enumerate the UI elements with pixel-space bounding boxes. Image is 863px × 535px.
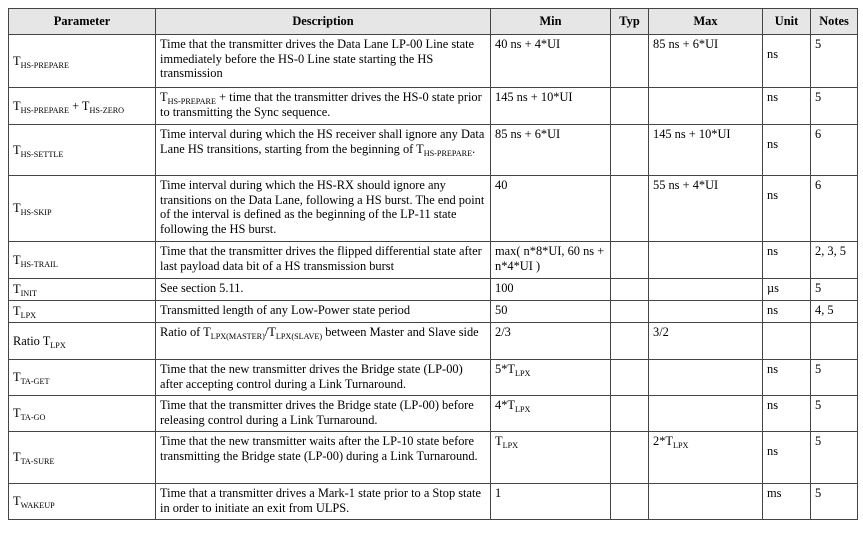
subscript-text: HS-PREPARE bbox=[167, 97, 216, 106]
cell-text: 5*T bbox=[495, 362, 515, 376]
cell-text: T bbox=[13, 406, 21, 421]
cell-text: Time that the new transmitter waits after the LP-10 state before transmitting the Bridge state (LP-00) during a Link Turnaround. bbox=[160, 434, 478, 463]
max-cell bbox=[649, 432, 763, 484]
min-cell bbox=[491, 360, 611, 396]
header-row bbox=[9, 9, 858, 35]
cell-text: . bbox=[472, 141, 476, 156]
min-cell bbox=[491, 396, 611, 432]
table-row bbox=[9, 125, 858, 176]
max-cell bbox=[649, 125, 763, 176]
notes-cell: 6 bbox=[811, 125, 858, 176]
cell-text: T bbox=[495, 434, 503, 448]
cell-text: Time that the transmitter drives the Bridge state (LP-00) before releasing control during a Link Turnaround. bbox=[160, 398, 474, 427]
max-cell bbox=[649, 279, 763, 301]
cell-text: T bbox=[160, 90, 168, 104]
cell-text: 145 ns + 10*UI bbox=[495, 90, 573, 104]
header-parameter: Parameter bbox=[9, 9, 156, 35]
table-row bbox=[9, 484, 858, 520]
max-cell bbox=[649, 242, 763, 279]
description-cell bbox=[156, 176, 491, 242]
unit-cell: µs bbox=[763, 279, 811, 301]
max-cell bbox=[649, 484, 763, 520]
typ-cell bbox=[611, 301, 649, 323]
notes-cell: 5 bbox=[811, 279, 858, 301]
min-cell bbox=[491, 242, 611, 279]
description-cell bbox=[156, 242, 491, 279]
subscript-text: LPX bbox=[20, 311, 37, 321]
parameter-cell bbox=[9, 323, 156, 360]
cell-text: Ratio of T bbox=[160, 325, 211, 339]
cell-text: 55 ns + 4*UI bbox=[653, 178, 719, 192]
max-cell bbox=[649, 35, 763, 88]
description-cell bbox=[156, 279, 491, 301]
typ-cell bbox=[611, 88, 649, 125]
description-cell bbox=[156, 484, 491, 520]
notes-cell: 5 bbox=[811, 396, 858, 432]
header-max: Max bbox=[649, 9, 763, 35]
max-cell bbox=[649, 301, 763, 323]
cell-text: 145 ns + 10*UI bbox=[653, 127, 731, 141]
notes-cell: 2, 3, 5 bbox=[811, 242, 858, 279]
header-description: Description bbox=[156, 9, 491, 35]
parameter-cell bbox=[9, 432, 156, 484]
min-cell bbox=[491, 279, 611, 301]
cell-text: 4*T bbox=[495, 398, 515, 412]
subscript-text: LPX(MASTER) bbox=[210, 332, 265, 341]
min-cell bbox=[491, 176, 611, 242]
cell-text: T bbox=[13, 142, 21, 157]
notes-cell: 6 bbox=[811, 176, 858, 242]
cell-text: Time that the new transmitter drives the Bridge state (LP-00) after accepting control during a Link Turnaround. bbox=[160, 362, 463, 391]
unit-cell bbox=[763, 323, 811, 360]
table-row bbox=[9, 176, 858, 242]
unit-cell: ns bbox=[763, 242, 811, 279]
unit-cell: ns bbox=[763, 396, 811, 432]
max-cell bbox=[649, 396, 763, 432]
cell-text: T bbox=[13, 450, 21, 465]
unit-cell: ns bbox=[763, 125, 811, 176]
timing-parameter-table bbox=[8, 8, 858, 520]
cell-text: T bbox=[13, 282, 21, 297]
table-row bbox=[9, 279, 858, 301]
unit-cell: ns bbox=[763, 432, 811, 484]
cell-text: Transmitted length of any Low-Power state period bbox=[160, 303, 411, 317]
cell-text: 85 ns + 6*UI bbox=[495, 127, 561, 141]
parameter-cell bbox=[9, 301, 156, 323]
parameter-cell bbox=[9, 35, 156, 88]
table-row bbox=[9, 301, 858, 323]
cell-text: Time interval during which the HS receiver shall ignore any Data Lane HS transitions, starting from the beginning of T bbox=[160, 127, 485, 156]
cell-text: Time that the transmitter drives the Data Lane LP-00 Line state immediately before the HS-0 Line state starting the HS transmission bbox=[160, 37, 475, 81]
cell-text: T bbox=[13, 494, 21, 509]
cell-text: T bbox=[13, 370, 21, 385]
cell-text: + time that the transmitter drives the HS-0 state prior to transmitting the Sync sequence. bbox=[160, 90, 482, 119]
subscript-text: WAKEUP bbox=[20, 501, 55, 511]
subscript-text: HS-PREPARE bbox=[20, 60, 69, 70]
parameter-cell bbox=[9, 125, 156, 176]
cell-text: Ratio T bbox=[13, 333, 51, 348]
unit-cell: ns bbox=[763, 35, 811, 88]
subscript-text: LPX bbox=[50, 340, 66, 350]
notes-cell: 5 bbox=[811, 484, 858, 520]
parameter-cell bbox=[9, 396, 156, 432]
description-cell bbox=[156, 35, 491, 88]
cell-text: T bbox=[13, 252, 21, 267]
cell-text: T bbox=[13, 304, 21, 319]
subscript-text: TA-GO bbox=[20, 413, 46, 423]
description-cell bbox=[156, 360, 491, 396]
typ-cell bbox=[611, 360, 649, 396]
table-row bbox=[9, 35, 858, 88]
subscript-text: INIT bbox=[20, 289, 37, 299]
unit-cell: ns bbox=[763, 176, 811, 242]
cell-text: max( n*8*UI, 60 ns + n*4*UI ) bbox=[495, 244, 605, 273]
min-cell bbox=[491, 125, 611, 176]
cell-text: + T bbox=[68, 98, 90, 113]
header-typ: Typ bbox=[611, 9, 649, 35]
min-cell bbox=[491, 484, 611, 520]
header-unit: Unit bbox=[763, 9, 811, 35]
max-cell bbox=[649, 176, 763, 242]
table-row bbox=[9, 323, 858, 360]
max-cell bbox=[649, 360, 763, 396]
typ-cell bbox=[611, 396, 649, 432]
parameter-cell bbox=[9, 484, 156, 520]
unit-cell: ns bbox=[763, 301, 811, 323]
parameter-cell bbox=[9, 176, 156, 242]
typ-cell bbox=[611, 35, 649, 88]
unit-cell: ms bbox=[763, 484, 811, 520]
typ-cell bbox=[611, 279, 649, 301]
notes-cell: 5 bbox=[811, 88, 858, 125]
parameter-cell bbox=[9, 242, 156, 279]
cell-text: 3/2 bbox=[653, 325, 669, 339]
typ-cell bbox=[611, 323, 649, 360]
table-row bbox=[9, 88, 858, 125]
typ-cell bbox=[611, 432, 649, 484]
description-cell bbox=[156, 432, 491, 484]
notes-cell: 5 bbox=[811, 35, 858, 88]
table-body bbox=[9, 35, 858, 520]
min-cell bbox=[491, 323, 611, 360]
cell-text: 100 bbox=[495, 281, 514, 295]
header-notes: Notes bbox=[811, 9, 858, 35]
notes-cell: 5 bbox=[811, 432, 858, 484]
parameter-cell bbox=[9, 360, 156, 396]
typ-cell bbox=[611, 125, 649, 176]
subscript-text: TA-SURE bbox=[20, 457, 55, 467]
table-row bbox=[9, 242, 858, 279]
typ-cell bbox=[611, 176, 649, 242]
cell-text: 50 bbox=[495, 303, 508, 317]
subscript-text: TA-GET bbox=[20, 377, 50, 387]
header-min: Min bbox=[491, 9, 611, 35]
subscript-text: LPX(SLAVE) bbox=[275, 332, 323, 341]
cell-text: Time interval during which the HS-RX should ignore any transitions on the Data Lane, following a HS burst. The end point of the interval is defined as the beginning of the LP-11 state following the HS burst. bbox=[160, 178, 485, 236]
notes-cell: 5 bbox=[811, 360, 858, 396]
typ-cell bbox=[611, 242, 649, 279]
description-cell bbox=[156, 88, 491, 125]
cell-text: between Master and Slave side bbox=[322, 325, 479, 339]
cell-text: /T bbox=[264, 325, 276, 339]
unit-cell: ns bbox=[763, 360, 811, 396]
description-cell bbox=[156, 323, 491, 360]
cell-text: 1 bbox=[495, 486, 502, 500]
cell-text: 85 ns + 6*UI bbox=[653, 37, 719, 51]
cell-text: Time that a transmitter drives a Mark-1 state prior to a Stop state in order to initiate an exit from ULPS. bbox=[160, 486, 481, 515]
typ-cell bbox=[611, 484, 649, 520]
subscript-text: HS-SKIP bbox=[20, 208, 52, 218]
description-cell bbox=[156, 396, 491, 432]
subscript-text: LPX bbox=[502, 441, 519, 450]
cell-text: 40 bbox=[495, 178, 508, 192]
cell-text: T bbox=[13, 98, 21, 113]
notes-cell: 4, 5 bbox=[811, 301, 858, 323]
subscript-text: HS-ZERO bbox=[89, 105, 125, 115]
cell-text: T bbox=[13, 201, 21, 216]
table-row bbox=[9, 432, 858, 484]
cell-text: Time that the transmitter drives the flipped differential state after last payload data bit of a HS transmission burst bbox=[160, 244, 482, 273]
description-cell bbox=[156, 301, 491, 323]
subscript-text: HS-TRAIL bbox=[20, 259, 58, 269]
min-cell bbox=[491, 35, 611, 88]
subscript-text: HS-SETTLE bbox=[20, 149, 64, 159]
unit-cell: ns bbox=[763, 88, 811, 125]
max-cell bbox=[649, 323, 763, 360]
max-cell bbox=[649, 88, 763, 125]
cell-text: 40 ns + 4*UI bbox=[495, 37, 561, 51]
subscript-text: HS-PREPARE bbox=[20, 105, 69, 115]
parameter-cell bbox=[9, 88, 156, 125]
subscript-text: HS-PREPARE bbox=[423, 148, 473, 158]
notes-cell bbox=[811, 323, 858, 360]
cell-text: See section 5.11. bbox=[160, 281, 244, 295]
cell-text: 2/3 bbox=[495, 325, 511, 339]
subscript-text: LPX bbox=[514, 405, 531, 414]
subscript-text: LPX bbox=[514, 369, 531, 378]
parameter-cell bbox=[9, 279, 156, 301]
table-row bbox=[9, 396, 858, 432]
cell-text: 2*T bbox=[653, 434, 673, 448]
min-cell bbox=[491, 88, 611, 125]
cell-text: T bbox=[13, 53, 21, 68]
table-row bbox=[9, 360, 858, 396]
subscript-text: LPX bbox=[672, 441, 689, 450]
min-cell bbox=[491, 432, 611, 484]
min-cell bbox=[491, 301, 611, 323]
description-cell bbox=[156, 125, 491, 176]
